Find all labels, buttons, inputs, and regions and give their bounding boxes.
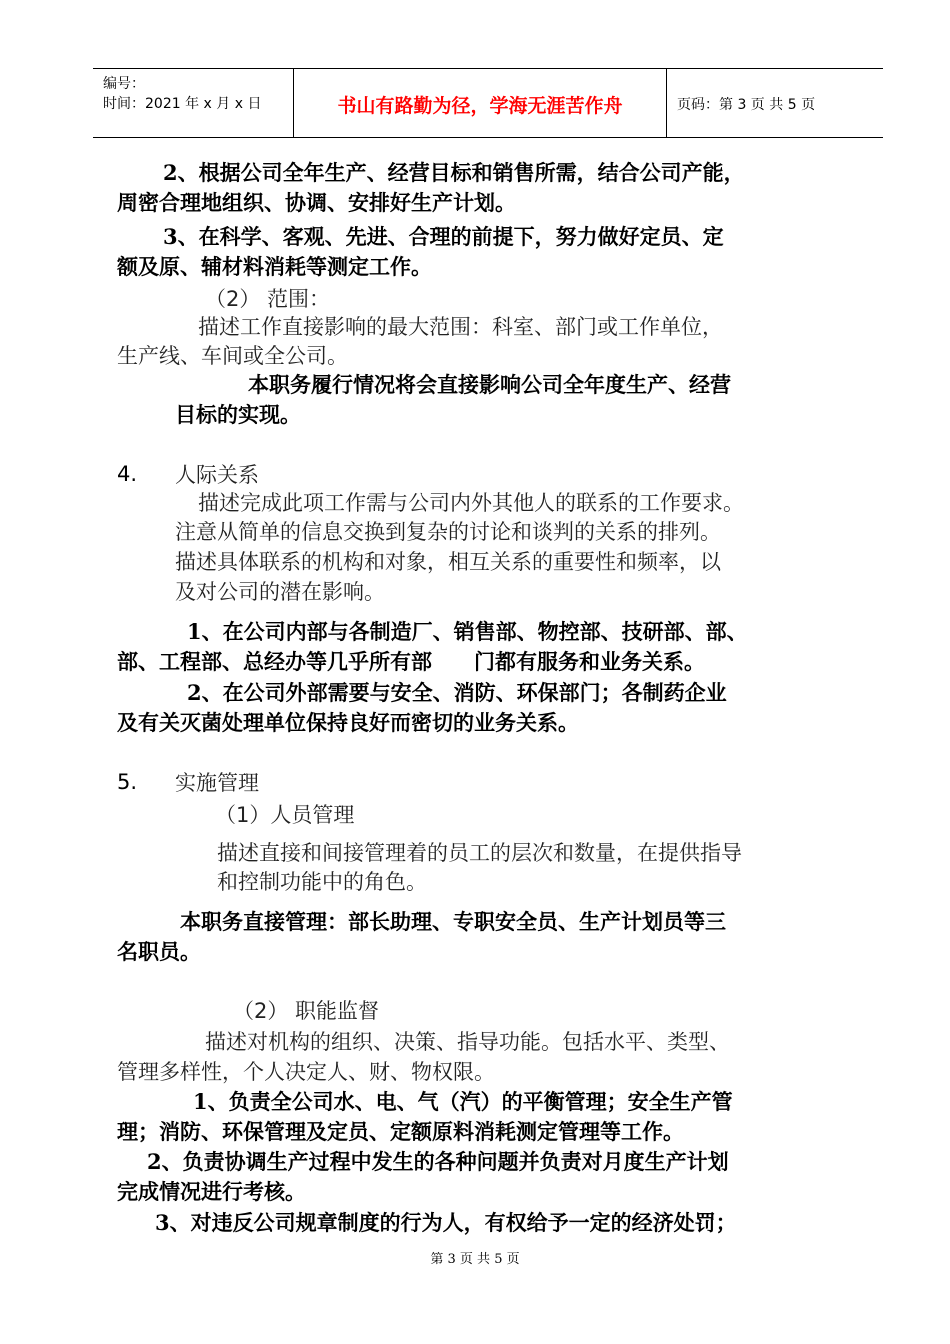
- section4-desc-line3: 描述具体联系的机构和对象，相互关系的重要性和频率，以: [175, 550, 721, 574]
- page-header: [93, 68, 883, 138]
- para2-line2: 额及原、辅材料消耗等测定工作。: [117, 254, 432, 279]
- function-desc-line1: 描述对机构的组织、决策、指导功能。包括水平、类型、: [205, 1030, 730, 1054]
- section4-item2-line2: 及有关灭菌处理单位保持良好而密切的业务关系。: [117, 710, 579, 735]
- page-footer: 第 3 页 共 5 页: [430, 1252, 520, 1267]
- section4-title: 人际关系: [175, 463, 259, 487]
- scope-answer-line2: 目标的实现。: [175, 402, 301, 427]
- para1-line1: 2、根据公司全年生产、经营目标和销售所需，结合公司产能，: [163, 160, 745, 185]
- function-title: （2） 职能监督: [233, 999, 380, 1023]
- para1-line2: 周密合理地组织、协调、安排好生产计划。: [117, 190, 516, 215]
- function-item2-line1: 2、负责协调生产过程中发生的各种问题并负责对月度生产计划: [147, 1149, 729, 1174]
- personnel-desc-line1: 描述直接和间接管理着的员工的层次和数量，在提供指导: [217, 841, 742, 865]
- scope-answer-line1: 本职务履行情况将会直接影响公司全年度生产、经营: [248, 372, 731, 397]
- section4-item1-line1: 1、在公司内部与各制造厂、销售部、物控部、技研部、部、: [187, 619, 748, 644]
- scope-desc-line2: 生产线、车间或全公司。: [117, 344, 348, 368]
- header-page-info: 页码：第 3 页 共 5 页: [677, 97, 816, 113]
- section4-item2-line1: 2、在公司外部需要与安全、消防、环保部门；各制药企业: [187, 680, 727, 705]
- scope-title: （2） 范围：: [205, 287, 331, 311]
- document-time-label: 时间：2021 年 x 月 x 日: [103, 96, 262, 112]
- section5-title: 实施管理: [175, 771, 259, 795]
- section5-number: 5.: [117, 770, 138, 794]
- function-desc-line2: 管理多样性，个人决定人、财、物权限。: [117, 1060, 495, 1084]
- section4-desc-line1: 描述完成此项工作需与公司内外其他人的联系的工作要求。: [198, 491, 744, 515]
- personnel-desc-line2: 和控制功能中的角色。: [217, 870, 427, 894]
- section4-number: 4.: [117, 462, 138, 486]
- header-meta-cell: [93, 69, 294, 137]
- header-motto-cell: [294, 69, 667, 137]
- personnel-answer-line1: 本职务直接管理：部长助理、专职安全员、生产计划员等三: [180, 909, 726, 934]
- function-item2-line2: 完成情况进行考核。: [117, 1179, 306, 1204]
- section4-desc-line2: 注意从简单的信息交换到复杂的讨论和谈判的关系的排列。: [175, 520, 721, 544]
- para2-line1: 3、在科学、客观、先进、合理的前提下，努力做好定员、定: [163, 224, 724, 249]
- function-item1-line2: 理；消防、环保管理及定员、定额原料消耗测定管理等工作。: [117, 1119, 684, 1144]
- document-number-label: 编号：: [103, 76, 145, 92]
- personnel-answer-line2: 名职员。: [117, 939, 201, 964]
- scope-desc-line1: 描述工作直接影响的最大范围：科室、部门或工作单位，: [198, 315, 723, 339]
- section4-item1-line2: 部、工程部、总经办等几乎所有部 门都有服务和业务关系。: [117, 649, 705, 674]
- header-motto: 书山有路勤为径，学海无涯苦作舟: [337, 95, 623, 117]
- section4-desc-line4: 及对公司的潜在影响。: [175, 580, 385, 604]
- function-item1-line1: 1、负责全公司水、电、气（汽）的平衡管理；安全生产管: [193, 1089, 733, 1114]
- function-item3-line1: 3、对违反公司规章制度的行为人，有权给予一定的经济处罚；: [155, 1210, 737, 1235]
- personnel-title: （1）人员管理: [215, 803, 355, 827]
- header-page-cell: [667, 69, 883, 137]
